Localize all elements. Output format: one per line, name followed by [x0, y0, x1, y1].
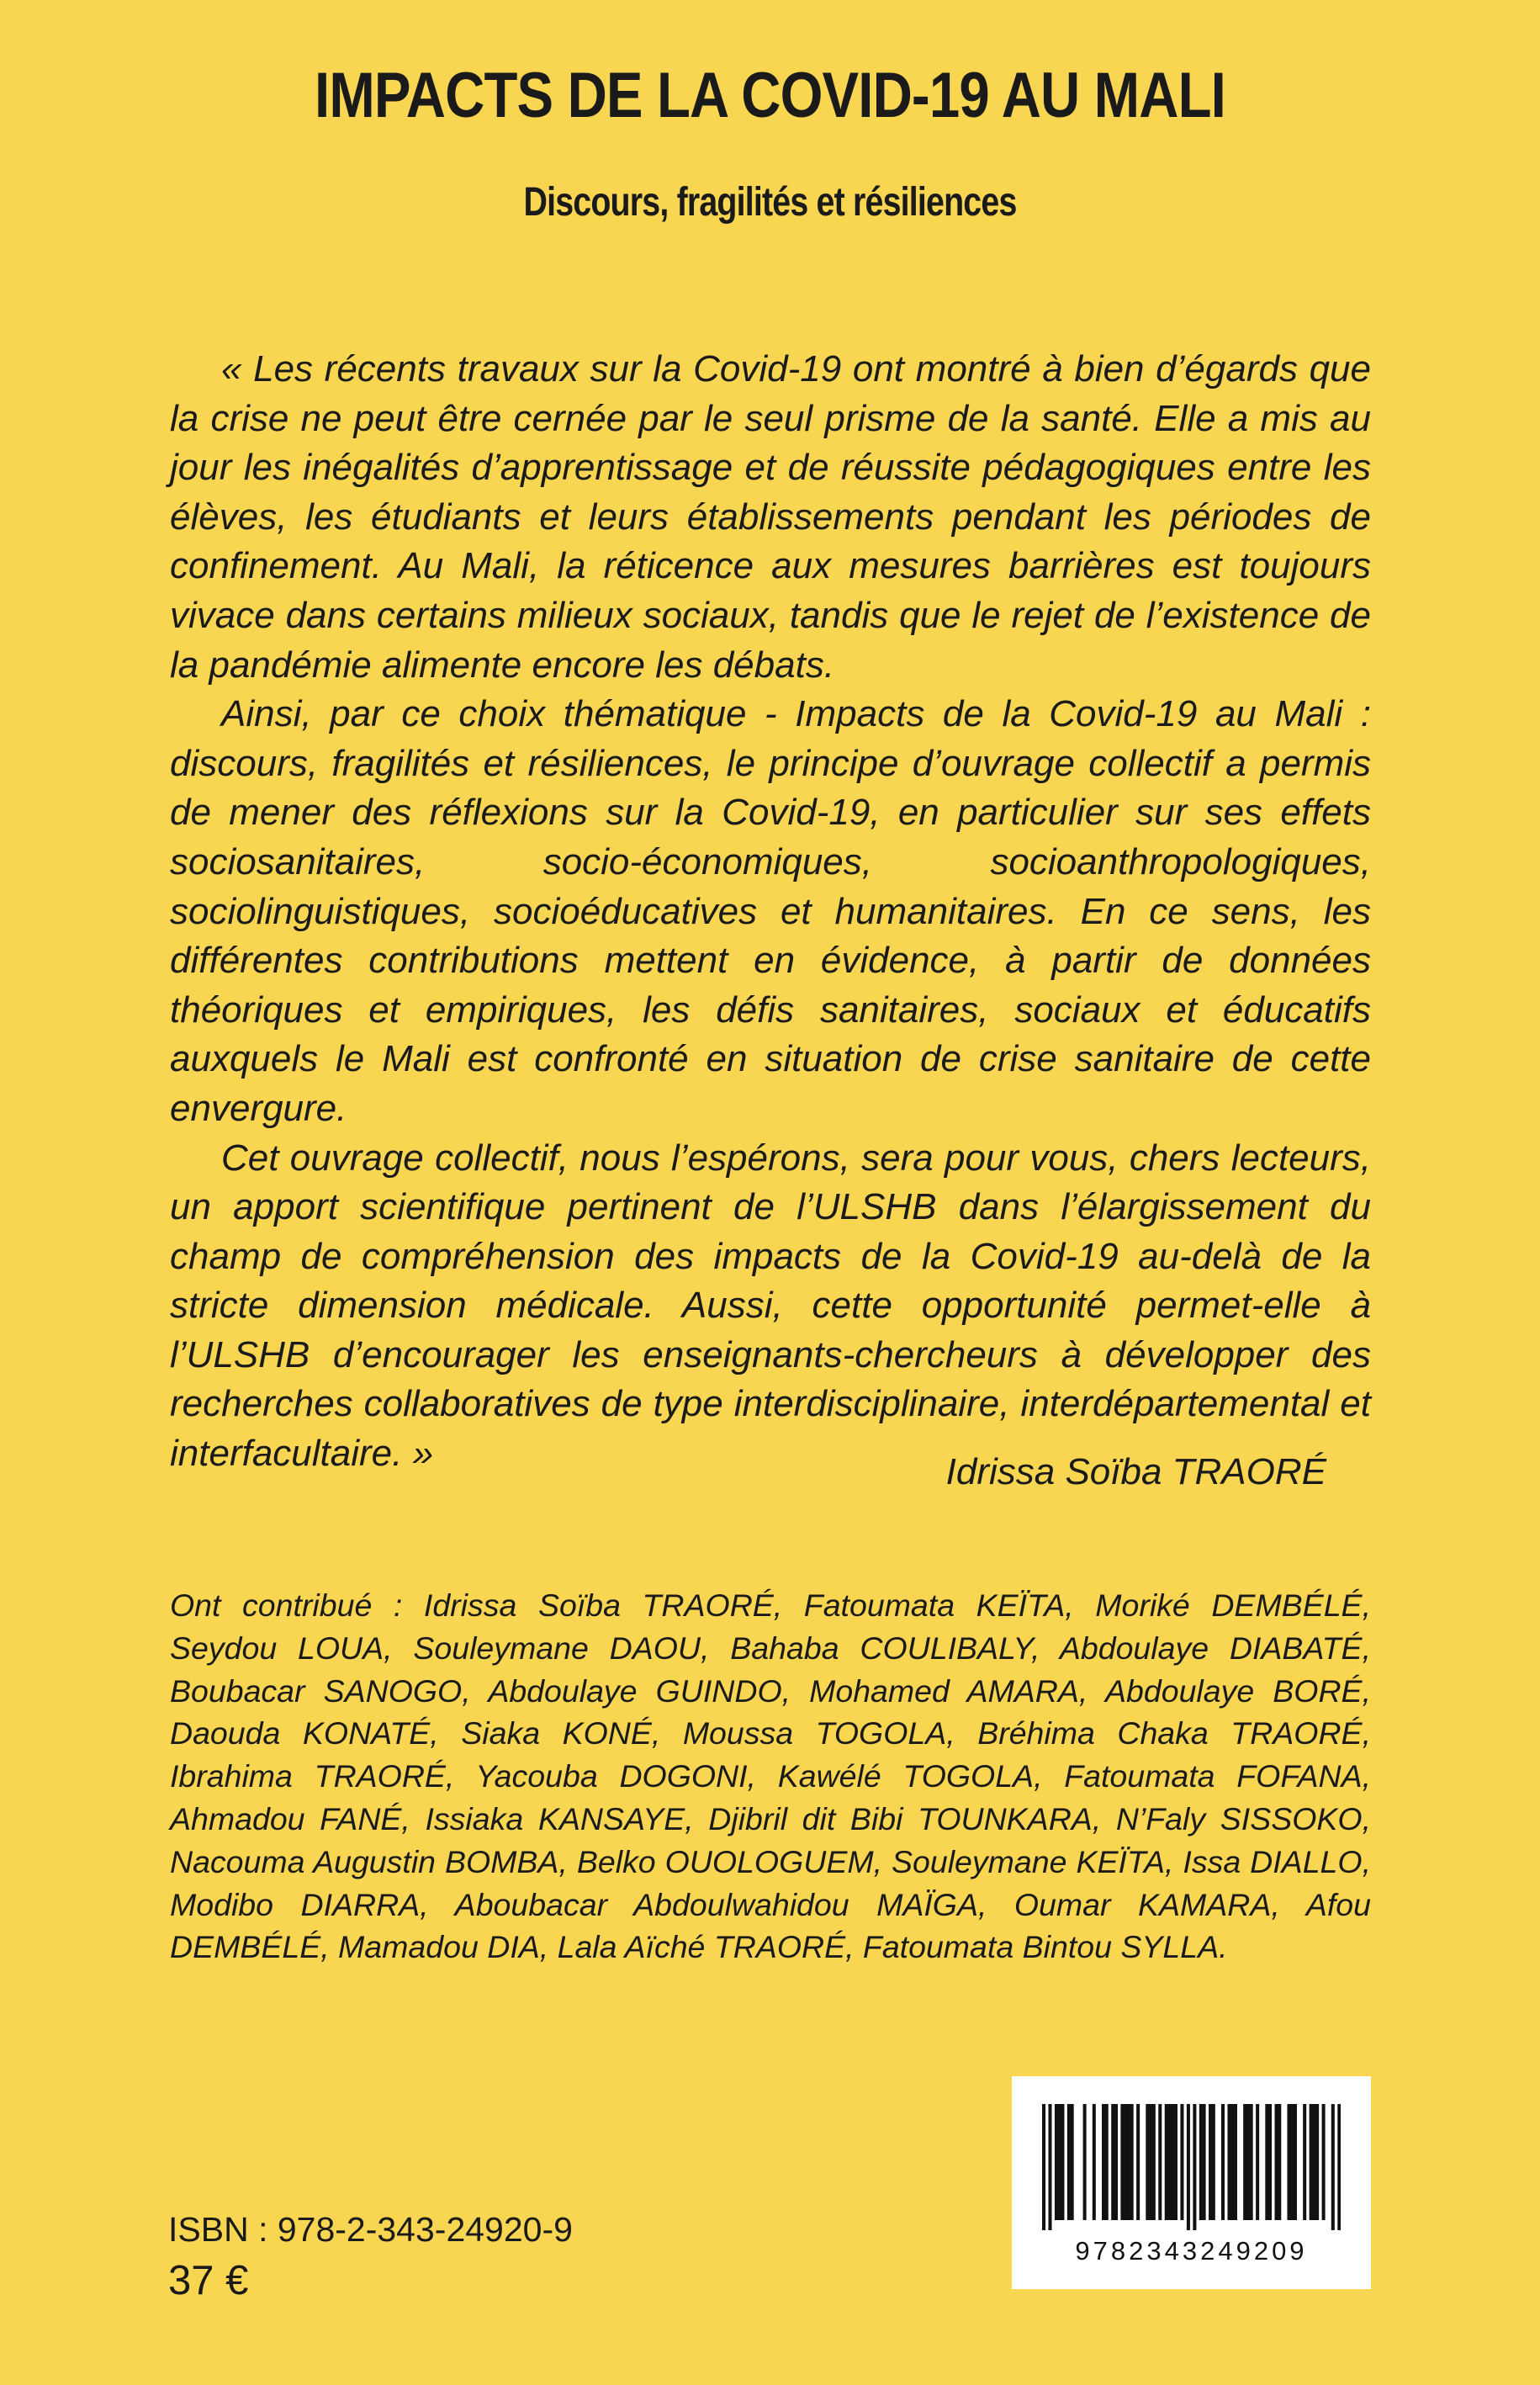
blurb-paragraph: Ainsi, par ce choix thématique - Impacts de la Covid-19 au Mali : discours, fragilités et résiliences, le principe d’ouvrage collectif a permis de mener des réflexions sur la Covid-19, en particulier sur ses effets sociosanitaires, socio-économiques, socioanthropologiques, sociolinguistiques, socioéducatives et humanitaires. En ce sens, les différentes contributions mettent en évidence, à partir de données théoriques et empiriques, les défis sanitaires, sociaux et éducatifs auxquels le Mali est confronté en situation de crise sanitaire de cette envergure.: [170, 693, 1371, 1129]
barcode-bar: [1322, 2104, 1326, 2220]
isbn: ISBN : 978-2-343-24920-9: [168, 2210, 573, 2249]
barcode-bar: [1212, 2104, 1215, 2220]
barcode-bar: [1055, 2104, 1058, 2220]
barcode-bar: [1315, 2104, 1319, 2220]
quote-signature: Idrissa Soïba TRAORÉ: [945, 1451, 1326, 1492]
barcode-bar: [1303, 2104, 1306, 2220]
barcode-bar: [1193, 2104, 1196, 2230]
contributors-list: Ont contribué : Idrissa Soïba TRAORÉ, Fatoumata KEÏTA, Moriké DEMBÉLÉ, Seydou LOUA, Souleymane DAOU, Bahaba COULIBALY, Abdoulaye DIABATÉ, Boubacar SANOGO, Abdoulaye GUINDO, Mohamed AMARA, Abdoulaye BORÉ, Daouda KONATÉ, Siaka KONÉ, Moussa TOGOLA, Bréhima Chaka TRAORÉ, Ibrahima TRAORÉ, Yacouba DOGONI, Kawélé TOGOLA, Fatoumata FOFANA, Ahmadou FANÉ, Issiaka KANSAYE, Djibril dit Bibi TOUNKARA, N’Faly SISSOKO, Nacouma Augustin BOMBA, Belko OUOLOGUEM, Souleymane KEÏTA, Issa DIALLO, Modibo DIARRA, Aboubacar Abdoulwahidou MAÏGA, Oumar KAMARA, Afou DEMBÉLÉ, Mamadou DIA, Lala Aïché TRAORÉ, Fatoumata Bintou SYLLA.: [170, 1587, 1371, 1965]
barcode-bar: [1083, 2104, 1087, 2220]
barcode-bar: [1275, 2104, 1278, 2220]
barcode-bar: [1199, 2104, 1203, 2220]
barcode-digits: 9782343249209: [1075, 2236, 1308, 2266]
barcode-bar: [1187, 2104, 1190, 2230]
barcode-bar: [1152, 2104, 1156, 2220]
barcode-bar: [1124, 2104, 1127, 2220]
barcode-bar: [1105, 2104, 1109, 2220]
blurb-paragraph: « Les récents travaux sur la Covid-19 ont montré à bien d’égards que la crise ne peut être cernée par le seul prisme de la santé. Elle a mis au jour les inégalités d’apprentissage et de réussite pédagogiques entre les élèves, les étudiants et leurs établissements pendant les périodes de confinement. Au Mali, la réticence aux mesures barrières est toujours vivace dans certains milieux sociaux, tandis que le rejet de l’existence de la pandémie alimente encore les débats.: [170, 348, 1371, 686]
barcode-bar: [1294, 2104, 1297, 2220]
barcode-bar: [1227, 2104, 1230, 2220]
barcode-bar: [1243, 2104, 1246, 2220]
barcode-bar: [1061, 2104, 1064, 2220]
barcode-bar: [1278, 2104, 1281, 2220]
blurb: [170, 345, 1371, 1479]
barcode-bar: [1287, 2104, 1290, 2220]
barcode-bar: [1331, 2104, 1335, 2230]
barcode-bar: [1093, 2104, 1096, 2220]
barcode-bar: [1130, 2104, 1134, 2220]
barcode-bar: [1312, 2104, 1315, 2220]
barcode-bar: [1209, 2104, 1212, 2220]
barcode-bar: [1048, 2104, 1051, 2230]
barcode-bar: [1230, 2104, 1234, 2220]
barcode-bar: [1102, 2104, 1105, 2220]
barcode-bar: [1149, 2104, 1152, 2220]
barcode-bar: [1127, 2104, 1130, 2220]
barcode-bar: [1171, 2104, 1174, 2220]
barcode-panel: [1012, 2076, 1371, 2289]
barcode-bar: [1250, 2104, 1253, 2220]
barcode-bar: [1180, 2104, 1183, 2220]
barcode-bar: [1268, 2104, 1272, 2220]
barcode-bar: [1111, 2104, 1114, 2220]
barcode-bar: [1246, 2104, 1250, 2220]
book-subtitle: Discours, fragilités et résiliences: [523, 180, 1017, 225]
barcode-bar: [1167, 2104, 1171, 2220]
barcode-bar: [1290, 2104, 1294, 2220]
barcode-bar: [1158, 2104, 1162, 2220]
barcode-bars: [1042, 2104, 1341, 2230]
barcode-bar: [1058, 2104, 1061, 2220]
barcode-bar: [1256, 2104, 1259, 2220]
barcode-bar: [1165, 2104, 1168, 2220]
barcode-bar: [1042, 2104, 1045, 2230]
barcode-bar: [1071, 2104, 1074, 2220]
price: 37 €: [168, 2258, 249, 2303]
barcode-bar: [1120, 2104, 1124, 2220]
barcode-bar: [1203, 2104, 1206, 2220]
barcode-bar: [1136, 2104, 1140, 2220]
book-title: IMPACTS DE LA COVID-19 AU MALI: [315, 60, 1225, 131]
barcode-bar: [1265, 2104, 1268, 2220]
barcode-bar: [1174, 2104, 1177, 2220]
barcode-bar: [1146, 2104, 1149, 2220]
barcode-bar: [1221, 2104, 1225, 2220]
barcode-bar: [1114, 2104, 1118, 2220]
barcode-bar: [1310, 2104, 1313, 2220]
barcode-bar: [1067, 2104, 1071, 2220]
barcode-bar: [1234, 2104, 1237, 2220]
barcode-bar: [1337, 2104, 1341, 2230]
blurb-paragraph: Cet ouvrage collectif, nous l’espérons, sera pour vous, chers lecteurs, un apport scientifique pertinent de l’ULSHB dans l’élargissement du champ de compréhension des impacts de la Covid-19 au-delà de la stricte dimension médicale. Aussi, cette opportunité permet-elle à l’ULSHB d’encourager les enseignants-chercheurs à développer des recherches collaboratives de type interdisciplinaire, interdépartemental et interfacultaire. »: [170, 1137, 1371, 1475]
